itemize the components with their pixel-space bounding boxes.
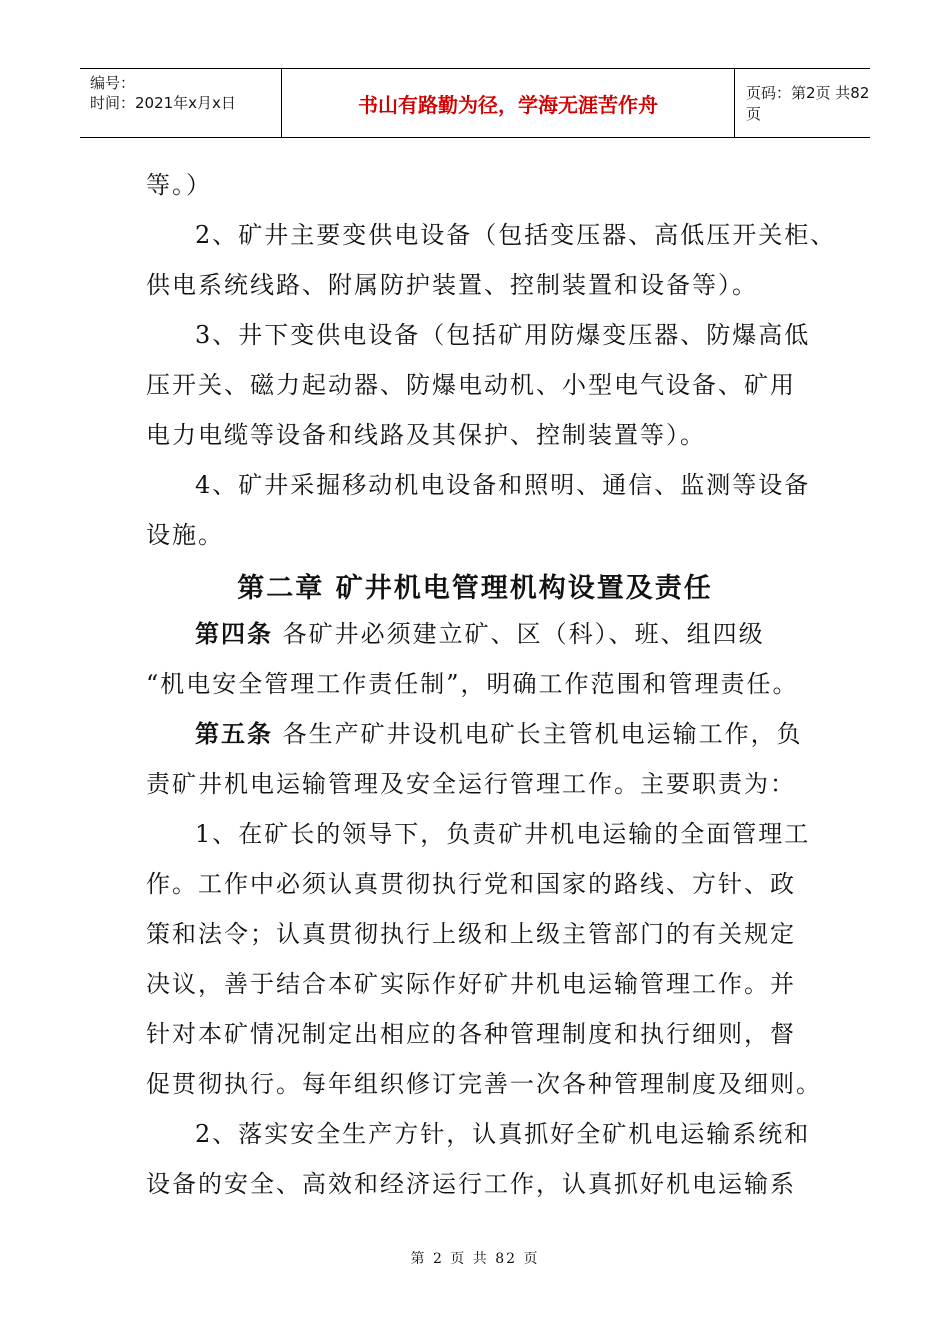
article-label: 第五条 <box>195 720 273 748</box>
text-line: 作。工作中必须认真贯彻执行党和国家的路线、方针、政 <box>146 870 796 898</box>
text-line: 3、井下变供电设备（包括矿用防爆变压器、防爆高低 <box>195 321 811 349</box>
text-line: 设备的安全、高效和经济运行工作，认真抓好机电运输系 <box>146 1170 796 1198</box>
header-motto: 书山有路勤为径，学海无涯苦作舟 <box>281 69 735 137</box>
time-label: 时间：2021年x月x日 <box>90 94 236 112</box>
page-header <box>80 68 870 138</box>
text-line: 电力电缆等设备和线路及其保护、控制装置等）。 <box>146 421 706 449</box>
page-footer: 第 2 页 共 82 页 <box>410 1251 540 1267</box>
article-label: 第四条 <box>195 620 273 648</box>
text-line: 1、在矿长的领导下，负责矿井机电运输的全面管理工 <box>195 820 811 848</box>
text-line: 设施。 <box>146 521 224 549</box>
text-line: 2、矿井主要变供电设备（包括变压器、高低压开关柜、 <box>195 221 837 249</box>
text-line: “机电安全管理工作责任制”，明确工作范围和管理责任。 <box>146 670 799 698</box>
header-meta <box>80 69 290 137</box>
text-line: 责矿井机电运输管理及安全运行管理工作。主要职责为： <box>146 770 796 798</box>
chapter-heading: 第二章 矿井机电管理机构设置及责任 <box>237 573 713 604</box>
header-page-info: 页码：第2页 共82页 <box>746 84 870 123</box>
text-line: 针对本矿情况制定出相应的各种管理制度和执行细则，督 <box>146 1020 796 1048</box>
text-line: 4、矿井采掘移动机电设备和照明、通信、监测等设备 <box>195 471 811 499</box>
article-line <box>195 619 765 649</box>
article-text: 各矿井必须建立矿、区（科）、班、组四级 <box>273 620 765 648</box>
text-line: 压开关、磁力起动器、防爆电动机、小型电气设备、矿用 <box>146 371 796 399</box>
text-line: 决议，善于结合本矿实际作好矿井机电运输管理工作。并 <box>146 970 796 998</box>
text-line: 2、落实安全生产方针，认真抓好全矿机电运输系统和 <box>195 1120 811 1148</box>
text-line: 供电系统线路、附属防护装置、控制装置和设备等）。 <box>146 271 758 299</box>
text-line: 策和法令；认真贯彻执行上级和上级主管部门的有关规定 <box>146 920 796 948</box>
article-text: 各生产矿井设机电矿长主管机电运输工作，负 <box>273 720 803 748</box>
text-line: 促贯彻执行。每年组织修订完善一次各种管理制度及细则。 <box>146 1070 822 1098</box>
article-line <box>195 719 803 749</box>
text-line: 等。） <box>146 171 212 199</box>
number-label: 编号： <box>90 74 136 92</box>
